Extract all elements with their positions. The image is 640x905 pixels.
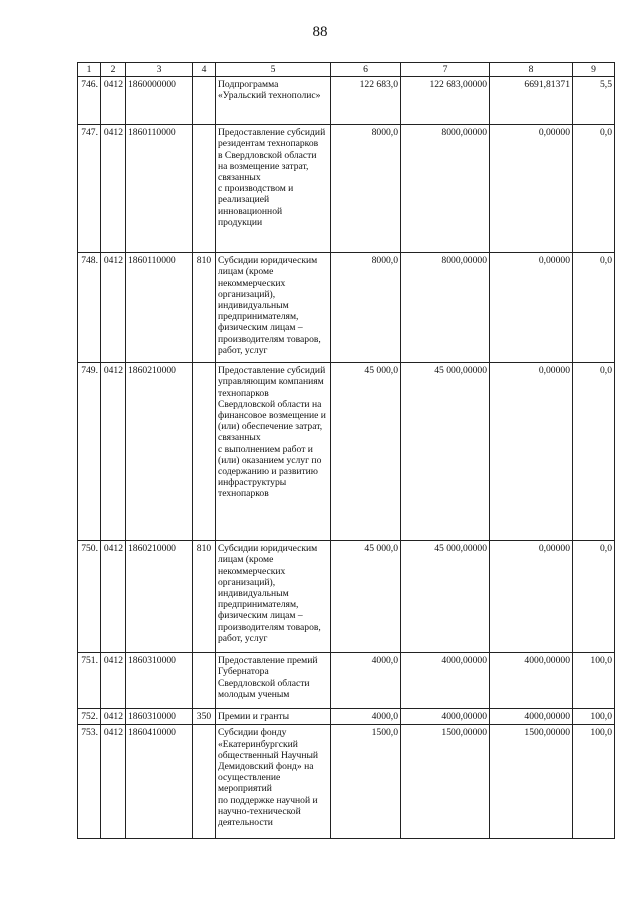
percent-cell: 5,5: [573, 77, 615, 125]
percent-cell: 100,0: [573, 709, 615, 725]
description-cell: Премии и гранты: [216, 709, 331, 725]
table-row: [78, 653, 615, 709]
actual-amount-cell: 0,00000: [490, 541, 573, 653]
section-code-cell: 0412: [101, 77, 126, 125]
percent-cell: 100,0: [573, 653, 615, 709]
planned-amount-cell: 45 000,0: [331, 363, 401, 541]
column-header: 6: [331, 63, 401, 77]
table-header-row: [78, 63, 615, 77]
planned-amount-cell: 45 000,0: [331, 541, 401, 653]
page-number: 88: [312, 24, 328, 40]
row-number-cell: 750.: [78, 541, 101, 653]
row-number-cell: 752.: [78, 709, 101, 725]
row-number-cell: 748.: [78, 253, 101, 363]
planned-amount-cell: 1500,0: [331, 725, 401, 839]
table-row: [78, 709, 615, 725]
planned-amount-cell: 8000,0: [331, 125, 401, 253]
target-article-cell: 1860310000: [126, 709, 193, 725]
executed-amount-cell: 1500,00000: [401, 725, 490, 839]
expense-type-cell: [193, 125, 216, 253]
row-number-cell: 753.: [78, 725, 101, 839]
row-number-cell: 749.: [78, 363, 101, 541]
section-code-cell: 0412: [101, 709, 126, 725]
table-row: [78, 541, 615, 653]
target-article-cell: 1860310000: [126, 653, 193, 709]
column-header: 4: [193, 63, 216, 77]
target-article-cell: 1860410000: [126, 725, 193, 839]
table-row: [78, 253, 615, 363]
column-header: 8: [490, 63, 573, 77]
section-code-cell: 0412: [101, 125, 126, 253]
section-code-cell: 0412: [101, 653, 126, 709]
column-header: 2: [101, 63, 126, 77]
planned-amount-cell: 8000,0: [331, 253, 401, 363]
percent-cell: 100,0: [573, 725, 615, 839]
actual-amount-cell: 4000,00000: [490, 653, 573, 709]
expense-type-cell: [193, 363, 216, 541]
executed-amount-cell: 8000,00000: [401, 125, 490, 253]
actual-amount-cell: 4000,00000: [490, 709, 573, 725]
percent-cell: 0,0: [573, 541, 615, 653]
percent-cell: 0,0: [573, 253, 615, 363]
column-header: 1: [78, 63, 101, 77]
table-row: [78, 725, 615, 839]
executed-amount-cell: 4000,00000: [401, 653, 490, 709]
section-code-cell: 0412: [101, 253, 126, 363]
actual-amount-cell: 0,00000: [490, 253, 573, 363]
target-article-cell: 1860000000: [126, 77, 193, 125]
column-header: 9: [573, 63, 615, 77]
executed-amount-cell: 8000,00000: [401, 253, 490, 363]
description-cell: Подпрограмма «Уральский технополис»: [216, 77, 331, 125]
executed-amount-cell: 45 000,00000: [401, 541, 490, 653]
actual-amount-cell: 6691,81371: [490, 77, 573, 125]
description-cell: Предоставление субсидий резидентам технопарков в Свердловской области на возмещение затрат, связанных с производством и реализацией инновационной продукции: [216, 125, 331, 253]
actual-amount-cell: 1500,00000: [490, 725, 573, 839]
description-cell: Предоставление субсидий управляющим компаниям технопарков Свердловской области на финансовое возмещение и (или) обеспечение затрат, связанных с выполнением работ и (или) оказанием услуг по содержанию и развитию инфраструктуры технопарков: [216, 363, 331, 541]
planned-amount-cell: 4000,0: [331, 709, 401, 725]
row-number-cell: 746.: [78, 77, 101, 125]
target-article-cell: 1860210000: [126, 363, 193, 541]
actual-amount-cell: 0,00000: [490, 125, 573, 253]
expense-type-cell: [193, 77, 216, 125]
planned-amount-cell: 122 683,0: [331, 77, 401, 125]
expense-type-cell: 810: [193, 541, 216, 653]
percent-cell: 0,0: [573, 125, 615, 253]
description-cell: Предоставление премий Губернатора Свердловской области молодым ученым: [216, 653, 331, 709]
actual-amount-cell: 0,00000: [490, 363, 573, 541]
expense-type-cell: [193, 653, 216, 709]
expense-type-cell: 350: [193, 709, 216, 725]
row-number-cell: 751.: [78, 653, 101, 709]
column-header: 7: [401, 63, 490, 77]
section-code-cell: 0412: [101, 541, 126, 653]
column-header: 5: [216, 63, 331, 77]
expense-type-cell: 810: [193, 253, 216, 363]
target-article-cell: 1860110000: [126, 253, 193, 363]
table-row: [78, 125, 615, 253]
target-article-cell: 1860110000: [126, 125, 193, 253]
percent-cell: 0,0: [573, 363, 615, 541]
table-row: [78, 363, 615, 541]
section-code-cell: 0412: [101, 725, 126, 839]
table-row: [78, 77, 615, 125]
executed-amount-cell: 122 683,00000: [401, 77, 490, 125]
column-header: 3: [126, 63, 193, 77]
executed-amount-cell: 4000,00000: [401, 709, 490, 725]
description-cell: Субсидии фонду «Екатеринбургский общественный Научный Демидовский фонд» на осуществление мероприятий по поддержке научной и научно-технической деятельности: [216, 725, 331, 839]
target-article-cell: 1860210000: [126, 541, 193, 653]
description-cell: Субсидии юридическим лицам (кроме некоммерческих организаций), индивидуальным предпринимателям, физическим лицам – производителям товаров, работ, услуг: [216, 541, 331, 653]
description-cell: Субсидии юридическим лицам (кроме некоммерческих организаций), индивидуальным предпринимателям, физическим лицам – производителям товаров, работ, услуг: [216, 253, 331, 363]
section-code-cell: 0412: [101, 363, 126, 541]
row-number-cell: 747.: [78, 125, 101, 253]
executed-amount-cell: 45 000,00000: [401, 363, 490, 541]
expense-type-cell: [193, 725, 216, 839]
budget-table: [77, 62, 615, 839]
planned-amount-cell: 4000,0: [331, 653, 401, 709]
